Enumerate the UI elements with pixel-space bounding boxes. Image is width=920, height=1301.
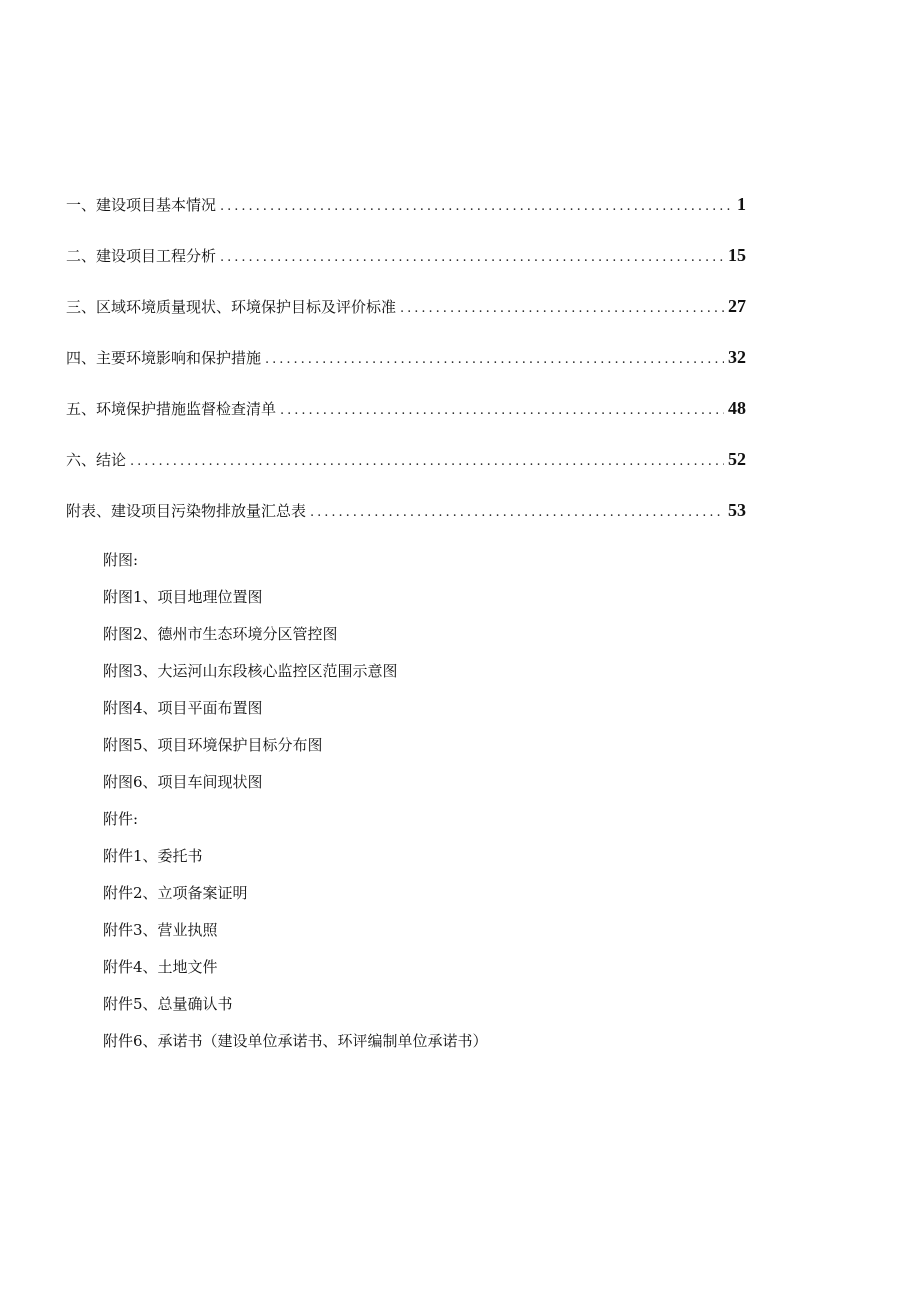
toc-entry[interactable]	[66, 245, 746, 296]
toc-entry-page: 53	[728, 500, 746, 520]
figure-item: 附图4、项目平面布置图	[103, 699, 263, 717]
figures-heading: 附图:	[103, 551, 139, 569]
toc-entry[interactable]	[66, 449, 746, 500]
toc-entry-page: 32	[728, 347, 746, 367]
attachments-heading: 附件:	[103, 810, 139, 828]
toc-dot-leader	[220, 199, 733, 214]
toc-entry[interactable]	[66, 347, 746, 398]
attachment-item: 附件4、土地文件	[103, 958, 218, 976]
attachment-item: 附件5、总量确认书	[103, 995, 233, 1013]
toc-entry-page: 27	[728, 296, 746, 316]
toc-dot-leader	[265, 352, 724, 367]
toc-entry[interactable]	[66, 500, 746, 551]
toc-dot-leader	[400, 301, 724, 316]
toc-dot-leader	[220, 250, 724, 265]
toc-entry[interactable]	[66, 398, 746, 449]
toc-entry-title: 附表、建设项目污染物排放量汇总表	[66, 502, 307, 520]
toc-entry-page: 1	[737, 194, 746, 214]
figure-item: 附图2、德州市生态环境分区管控图	[103, 625, 338, 643]
toc-dot-leader	[310, 505, 724, 520]
toc-entry-page: 48	[728, 398, 746, 418]
toc-entry[interactable]	[66, 194, 746, 245]
figure-item: 附图1、项目地理位置图	[103, 588, 263, 606]
toc-dot-leader	[280, 403, 724, 418]
figure-item: 附图5、项目环境保护目标分布图	[103, 736, 323, 754]
appendix-list	[103, 549, 803, 1067]
toc-entry-title: 四、主要环境影响和保护措施	[66, 349, 262, 367]
toc-entry-title: 六、结论	[66, 451, 127, 469]
figure-item: 附图3、大运河山东段核心监控区范围示意图	[103, 662, 398, 680]
attachment-item: 附件3、营业执照	[103, 921, 218, 939]
toc-dot-leader	[130, 454, 724, 469]
toc-entry-title: 三、区域环境质量现状、环境保护目标及评价标准	[66, 298, 397, 316]
toc-entry-title: 二、建设项目工程分析	[66, 247, 217, 265]
attachment-item: 附件2、立项备案证明	[103, 884, 248, 902]
attachment-item: 附件1、委托书	[103, 847, 203, 865]
toc-entry[interactable]	[66, 296, 746, 347]
figure-item: 附图6、项目车间现状图	[103, 773, 263, 791]
toc-entry-title: 五、环境保护措施监督检查清单	[66, 400, 277, 418]
toc-entry-page: 15	[728, 245, 746, 265]
attachment-item: 附件6、承诺书（建设单位承诺书、环评编制单位承诺书）	[103, 1032, 488, 1050]
table-of-contents	[66, 194, 746, 551]
toc-entry-page: 52	[728, 449, 746, 469]
toc-entry-title: 一、建设项目基本情况	[66, 196, 217, 214]
